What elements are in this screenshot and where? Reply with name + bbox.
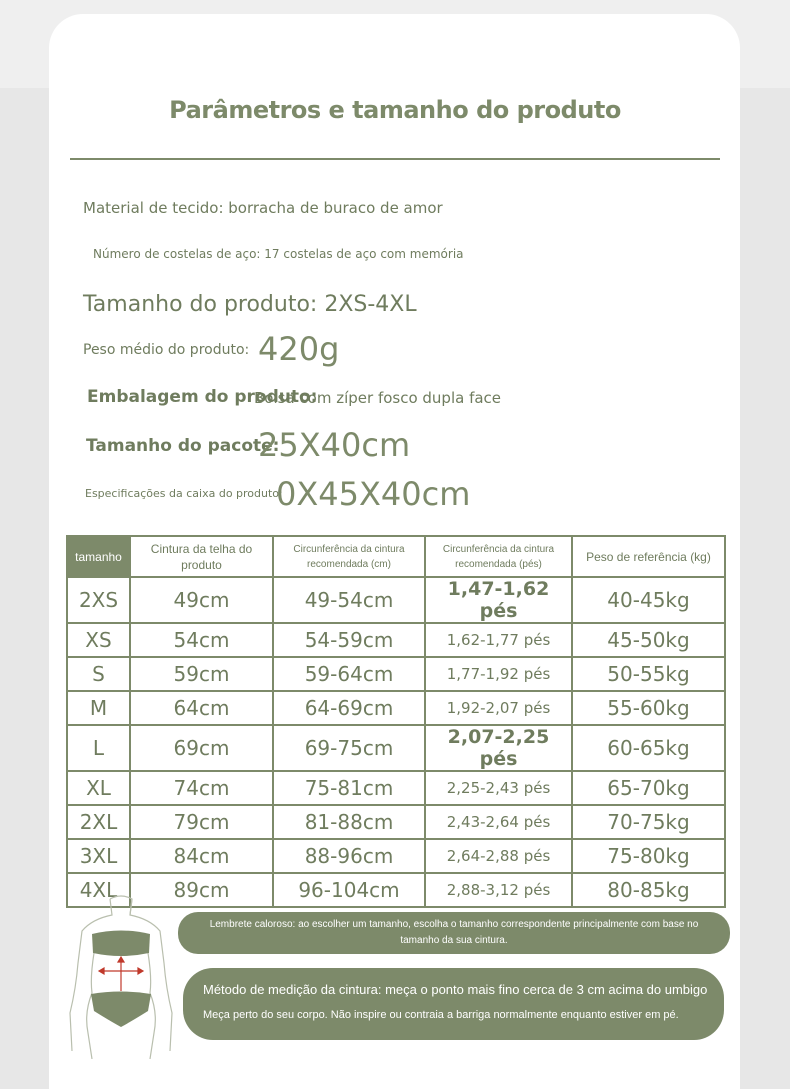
table-cell: 79cm xyxy=(130,805,273,839)
table-row xyxy=(67,623,725,657)
table-row xyxy=(67,657,725,691)
table-cell: XL xyxy=(67,771,130,805)
header-size: tamanho xyxy=(67,536,130,577)
size-range-spec: Tamanho do produto: 2XS-4XL xyxy=(83,292,417,317)
table-cell: 45-50kg xyxy=(572,623,725,657)
table-cell: 1,62-1,77 pés xyxy=(425,623,572,657)
package-size-label: Tamanho do pacote: xyxy=(86,436,280,456)
table-cell: 80-85kg xyxy=(572,873,725,907)
table-cell: 88-96cm xyxy=(273,839,425,873)
table-cell: 59cm xyxy=(130,657,273,691)
packaging-label: Embalagem do produto: xyxy=(87,387,318,407)
table-row xyxy=(67,839,725,873)
table-cell: 2,25-2,43 pés xyxy=(425,771,572,805)
table-cell: 1,47-1,62 pés xyxy=(425,577,572,623)
table-cell: 84cm xyxy=(130,839,273,873)
table-cell: 40-45kg xyxy=(572,577,725,623)
size-chart-table xyxy=(66,535,726,908)
table-cell: 96-104cm xyxy=(273,873,425,907)
table-cell: 2,88-3,12 pés xyxy=(425,873,572,907)
weight-label: Peso médio do produto: xyxy=(83,342,250,358)
body-measurement-figure xyxy=(62,893,180,1059)
table-cell: XS xyxy=(67,623,130,657)
package-size-value: 25X40cm xyxy=(258,426,411,464)
table-cell: 60-65kg xyxy=(572,725,725,771)
material-spec: Material de tecido: borracha de buraco de amor xyxy=(83,199,443,217)
table-cell: 55-60kg xyxy=(572,691,725,725)
table-cell: 50-55kg xyxy=(572,657,725,691)
table-cell: 70-75kg xyxy=(572,805,725,839)
page-title: Parâmetros e tamanho do produto xyxy=(169,96,621,124)
table-cell: 59-64cm xyxy=(273,657,425,691)
table-cell: 74cm xyxy=(130,771,273,805)
table-cell: 75-80kg xyxy=(572,839,725,873)
ribs-spec: Número de costelas de aço: 17 costelas de aço com memória xyxy=(93,247,464,261)
table-cell: 1,77-1,92 pés xyxy=(425,657,572,691)
packaging-value: Bolsa com zíper fosco dupla face xyxy=(254,389,502,407)
table-cell: M xyxy=(67,691,130,725)
table-cell: 2,43-2,64 pés xyxy=(425,805,572,839)
box-spec-label: Especificações da caixa do produto: xyxy=(85,487,283,500)
measure-arrows-icon xyxy=(99,957,143,991)
table-cell: 2XS xyxy=(67,577,130,623)
table-cell: 69-75cm xyxy=(273,725,425,771)
table-row xyxy=(67,725,725,771)
table-cell: 2,64-2,88 pés xyxy=(425,839,572,873)
table-cell: 54-59cm xyxy=(273,623,425,657)
box-spec-value: 0X45X40cm xyxy=(276,475,471,513)
weight-value: 420g xyxy=(258,330,340,368)
table-cell: 75-81cm xyxy=(273,771,425,805)
header-product-waist: Cintura da telha do produto xyxy=(130,536,273,577)
table-cell: 54cm xyxy=(130,623,273,657)
measurement-method-box xyxy=(183,968,724,1040)
method-title: Método de medição da cintura: meça o ponto mais fino cerca de 3 cm acima do umbigo xyxy=(203,982,708,997)
title-divider xyxy=(70,158,720,160)
table-cell: 69cm xyxy=(130,725,273,771)
table-cell: 2XL xyxy=(67,805,130,839)
table-cell: 1,92-2,07 pés xyxy=(425,691,572,725)
table-cell: L xyxy=(67,725,130,771)
size-reminder-note: Lembrete caloroso: ao escolher um tamanho, escolha o tamanho correspondente principalmente com base no tamanho da sua cintura. xyxy=(178,912,730,954)
table-cell: 89cm xyxy=(130,873,273,907)
table-cell: 64-69cm xyxy=(273,691,425,725)
table-cell: 3XL xyxy=(67,839,130,873)
method-body: Meça perto do seu corpo. Não inspire ou contraia a barriga normalmente enquanto estiver em pé. xyxy=(203,1009,679,1021)
table-cell: 65-70kg xyxy=(572,771,725,805)
header-weight: Peso de referência (kg) xyxy=(572,536,725,577)
table-header-row xyxy=(67,536,725,577)
table-row xyxy=(67,577,725,623)
table-row xyxy=(67,691,725,725)
table-cell: 49-54cm xyxy=(273,577,425,623)
table-cell: 81-88cm xyxy=(273,805,425,839)
table-row xyxy=(67,805,725,839)
table-cell: 49cm xyxy=(130,577,273,623)
table-cell: 4XL xyxy=(67,873,130,907)
table-cell: 2,07-2,25 pés xyxy=(425,725,572,771)
table-cell: S xyxy=(67,657,130,691)
table-row xyxy=(67,771,725,805)
header-waist-cm: Circunferência da cintura recomendada (cm) xyxy=(273,536,425,577)
table-cell: 64cm xyxy=(130,691,273,725)
header-waist-ft: Circunferência da cintura recomendada (pés) xyxy=(425,536,572,577)
